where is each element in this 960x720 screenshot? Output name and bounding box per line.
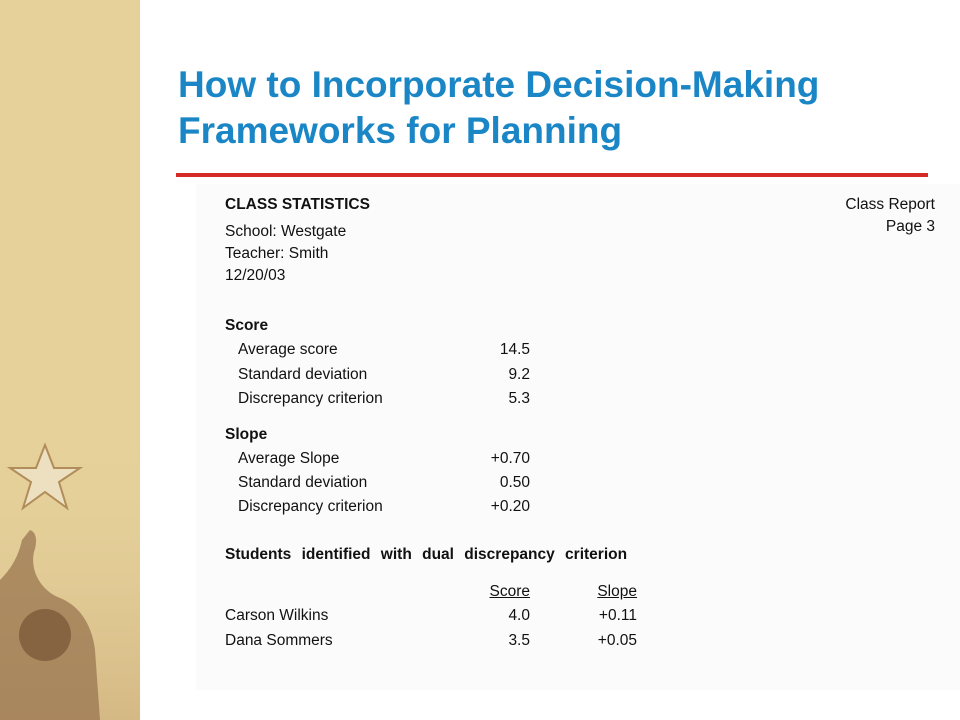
score-row-value: 9.2 bbox=[508, 366, 530, 383]
slope-row-label: Average Slope bbox=[238, 450, 340, 467]
score-row-label: Standard deviation bbox=[238, 366, 368, 383]
title-divider bbox=[176, 173, 928, 177]
student-slope: +0.11 bbox=[598, 607, 637, 624]
report-name: Class Report bbox=[845, 196, 935, 213]
students-heading: Students identified with dual discrepancy criterion bbox=[225, 546, 628, 563]
slope-row-value: +0.70 bbox=[490, 450, 530, 467]
report-date: 12/20/03 bbox=[225, 267, 286, 284]
star-child-illustration bbox=[0, 420, 140, 720]
score-row-value: 5.3 bbox=[508, 390, 530, 407]
student-slope: +0.05 bbox=[597, 632, 637, 649]
student-name: Carson Wilkins bbox=[225, 607, 329, 624]
slope-section-label: Slope bbox=[225, 426, 268, 443]
score-row-value: 14.5 bbox=[499, 341, 530, 358]
slope-row-label: Discrepancy criterion bbox=[238, 498, 383, 515]
slope-row-value: +0.20 bbox=[490, 498, 530, 515]
score-row-label: Discrepancy criterion bbox=[238, 390, 383, 407]
student-score: 3.5 bbox=[508, 632, 530, 649]
slide-title: How to Incorporate Decision-Making Frameworks for Planning bbox=[178, 64, 820, 151]
slope-row-value: 0.50 bbox=[499, 474, 530, 491]
report-heading: CLASS STATISTICS bbox=[225, 196, 370, 213]
column-header-score: Score bbox=[489, 583, 530, 600]
report-school: School: Westgate bbox=[225, 223, 347, 240]
score-section-label: Score bbox=[225, 317, 269, 334]
report-teacher: Teacher: Smith bbox=[225, 245, 329, 262]
decorative-sidebar bbox=[0, 0, 140, 720]
column-header-slope: Slope bbox=[597, 583, 637, 600]
report-page: Page 3 bbox=[885, 218, 935, 235]
student-name: Dana Sommers bbox=[225, 632, 333, 649]
student-score: 4.0 bbox=[508, 607, 530, 624]
slope-row-label: Standard deviation bbox=[238, 474, 368, 491]
score-row-label: Average score bbox=[238, 341, 338, 358]
